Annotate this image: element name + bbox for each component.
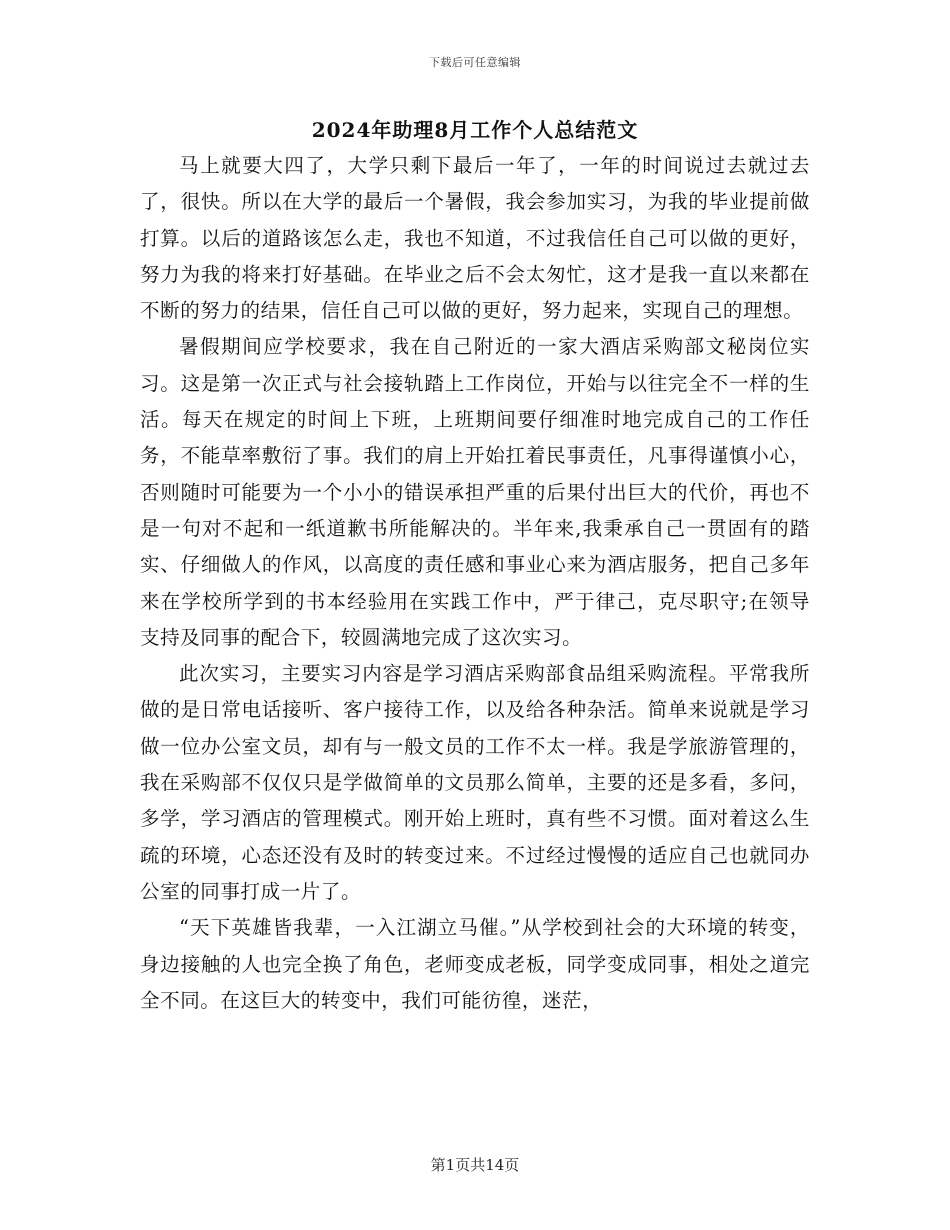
paragraph: 此次实习，主要实习内容是学习酒店采购部食品组采购流程。平常我所做的是日常电话接听、客户接待工作，以及给各种杂活。简单来说就是学习做一位办公室文员，却有与一般文员的工作不太一样。我是学旅游管理的，我在采购部不仅仅只是学做简单的文员那么简单，主要的还是多看，多问，多学，学习酒店的管理模式。刚开始上班时，真有些不习惯。面对着这么生疏的环境，心态还没有及时的转变过来。不过经过慢慢的适应自己也就同办公室的同事打成一片了。 <box>140 662 810 903</box>
paragraph: “天下英雄皆我辈，一入江湖立马催。”从学校到社会的大环境的转变，身边接触的人也完全换了角色，老师变成老板，同学变成同事，相处之道完全不同。在这巨大的转变中，我们可能彷徨，迷茫， <box>140 916 810 1012</box>
paragraph: 马上就要大四了，大学只剩下最后一年了，一年的时间说过去就过去了，很快。所以在大学的最后一个暑假，我会参加实习，为我的毕业提前做打算。以后的道路该怎么走，我也不知道，不过我信任自己可以做的更好，努力为我的将来打好基础。在毕业之后不会太匆忙，这才是我一直以来都在不断的努力的结果，信任自己可以做的更好，努力起来，实现自己的理想。 <box>140 154 810 323</box>
document-title: 2024年助理8月工作个人总结范文 <box>311 118 639 142</box>
page-header-note: 下载后可任意编辑 <box>429 56 521 69</box>
paragraph: 暑假期间应学校要求，我在自己附近的一家大酒店采购部文秘岗位实习。这是第一次正式与社会接轨踏上工作岗位，开始与以往完全不一样的生活。每天在规定的时间上下班，上班期间要仔细准时地完成自己的工作任务，不能草率敷衍了事。我们的肩上开始扛着民事责任，凡事得谨慎小心，否则随时可能要为一个小小的错误承担严重的后果付出巨大的代价，再也不是一句对不起和一纸道歉书所能解决的。半年来,我秉承自己一贯固有的踏实、仔细做人的作风，以高度的责任感和事业心来为酒店服务，把自己多年来在学校所学到的书本经验用在实践工作中，严于律己，克尽职守;在领导支持及同事的配合下，较圆满地完成了这次实习。 <box>140 335 810 649</box>
page-footer-indicator: 第1页共14页 <box>430 1156 520 1174</box>
document-body <box>140 148 810 1019</box>
